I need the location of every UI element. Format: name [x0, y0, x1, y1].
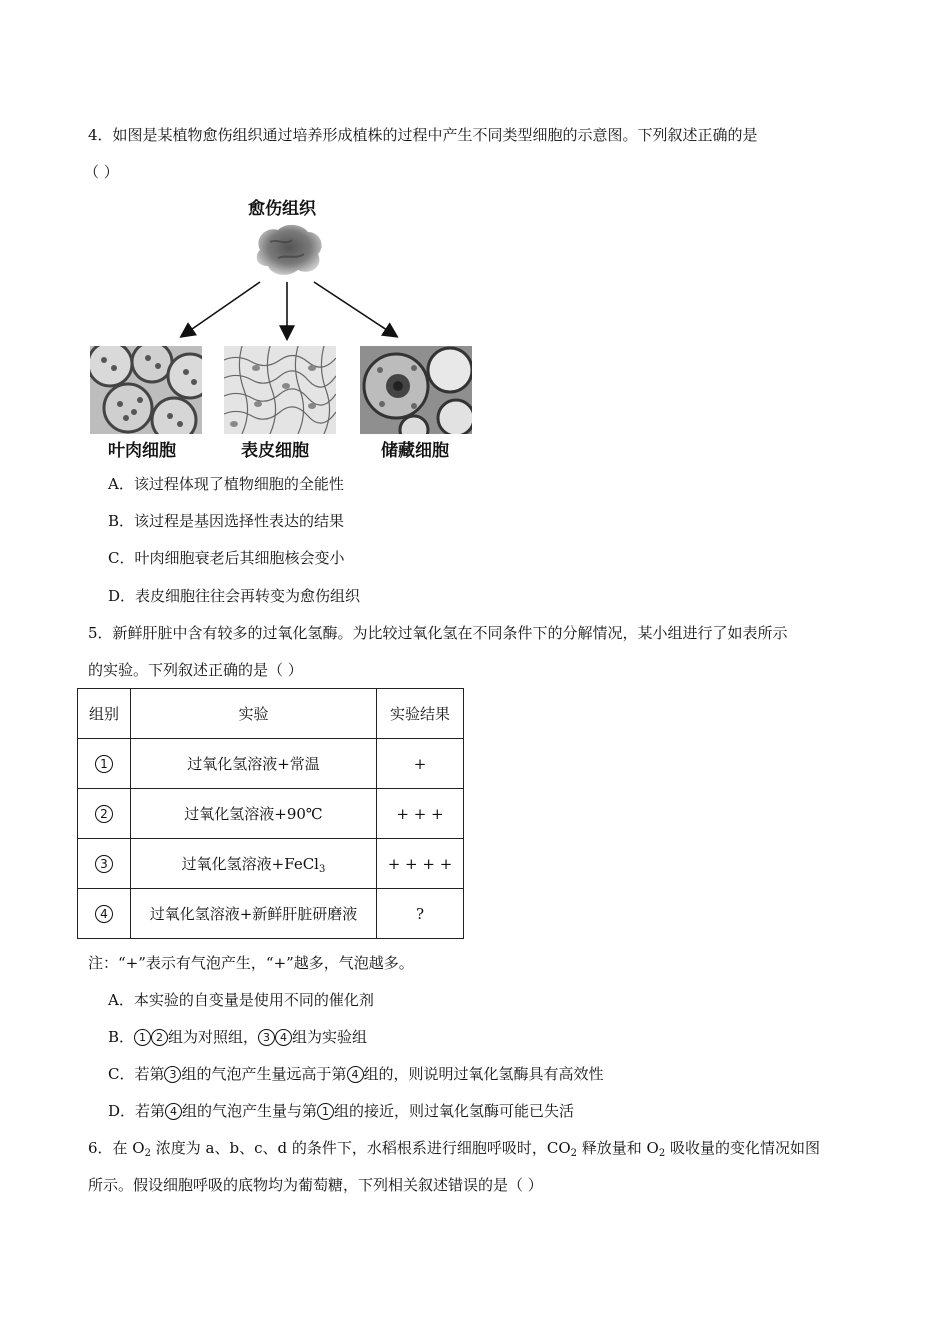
- epidermal-cell-image: [224, 346, 336, 434]
- circled-number: 4: [165, 1103, 182, 1120]
- q4-option-a: A．该过程体现了植物细胞的全能性: [108, 475, 344, 493]
- group-number: 4: [95, 905, 113, 923]
- header-result: 实验结果: [377, 689, 464, 739]
- q4-stem: 4．如图是某植物愈伤组织通过培养形成植株的过程中产生不同类型细胞的示意图。下列叙述正确的是: [88, 126, 758, 144]
- header-group: 组别: [78, 689, 131, 739]
- experiment-cell: 过氧化氢溶液+新鲜肝脏研磨液: [131, 889, 377, 939]
- circled-number: 4: [275, 1029, 292, 1046]
- table-header-row: [78, 689, 464, 739]
- table-row: [78, 839, 464, 889]
- result-cell: + + + +: [377, 839, 464, 889]
- q5-option-d: D．若第 4 组的气泡产生量与第 1 组的接近，则过氧化氢酶可能已失活: [108, 1102, 575, 1120]
- q5-stem-line1: 5．新鲜肝脏中含有较多的过氧化氢酶。为比较过氧化氢在不同条件下的分解情况，某小组进行了如表所示: [88, 624, 788, 642]
- circled-number: 4: [347, 1066, 364, 1083]
- q4-option-d: D．表皮细胞往往会再转变为愈伤组织: [108, 587, 361, 605]
- table-row: [78, 889, 464, 939]
- group-number: 3: [95, 855, 113, 873]
- figure-title-callus: 愈伤组织: [248, 199, 316, 219]
- q5-option-c: C．若第 3 组的气泡产生量远高于第 4 组的，则说明过氧化氢酶具有高效性: [108, 1065, 604, 1083]
- mesophyll-cell-image: [90, 346, 202, 434]
- experiment-cell: 过氧化氢溶液+90℃: [131, 789, 377, 839]
- circled-number: 1: [317, 1103, 334, 1120]
- q4-option-c: C．叶肉细胞衰老后其细胞核会变小: [108, 549, 345, 567]
- q5-option-a: A．本实验的自变量是使用不同的催化剂: [108, 991, 374, 1009]
- q6-stem-line2: 所示。假设细胞呼吸的底物均为葡萄糖，下列相关叙述错误的是（ ）: [88, 1176, 543, 1194]
- circled-number: 3: [164, 1066, 181, 1083]
- table-row: [78, 739, 464, 789]
- result-cell: + + +: [377, 789, 464, 839]
- experiment-text: 过氧化氢溶液+FeCl: [181, 854, 319, 873]
- circled-number: 3: [258, 1029, 275, 1046]
- table-row: [78, 789, 464, 839]
- result-cell: ?: [377, 889, 464, 939]
- callus-tissue-image: [248, 220, 328, 280]
- header-experiment: 实验: [131, 689, 377, 739]
- label-storage-cell: 储藏细胞: [381, 441, 449, 461]
- subscript: 3: [318, 863, 326, 875]
- storage-cell-image: [360, 346, 472, 434]
- circled-number: 1: [134, 1029, 151, 1046]
- q6-stem-line1: 6．在 $O_2$ 浓度为 a、b、c、d 的条件下，水稻根系进行细胞呼吸时，$CO_2$ 释放量和 $O_2$ 吸收量的变化情况如图: [88, 1139, 820, 1159]
- q5-note: 注：“+”表示有气泡产生，“+”越多，气泡越多。: [88, 954, 414, 972]
- differentiation-arrows: [170, 276, 410, 346]
- label-epidermal-cell: 表皮细胞: [241, 441, 309, 461]
- q4-answer-paren: （ ）: [84, 163, 119, 181]
- circled-number: 2: [151, 1029, 168, 1046]
- result-cell: +: [377, 739, 464, 789]
- experiment-table: [77, 688, 464, 939]
- label-mesophyll-cell: 叶肉细胞: [108, 441, 176, 461]
- experiment-cell: 过氧化氢溶液+常温: [131, 739, 377, 789]
- q5-stem-line2: 的实验。下列叙述正确的是（ ）: [88, 661, 303, 679]
- group-number: 2: [95, 805, 113, 823]
- q5-option-b: B． 1 2 组为对照组， 3 4 组为实验组: [108, 1028, 368, 1046]
- experiment-cell: [131, 839, 377, 889]
- group-number: 1: [95, 755, 113, 773]
- q4-option-b: B．该过程是基因选择性表达的结果: [108, 512, 345, 530]
